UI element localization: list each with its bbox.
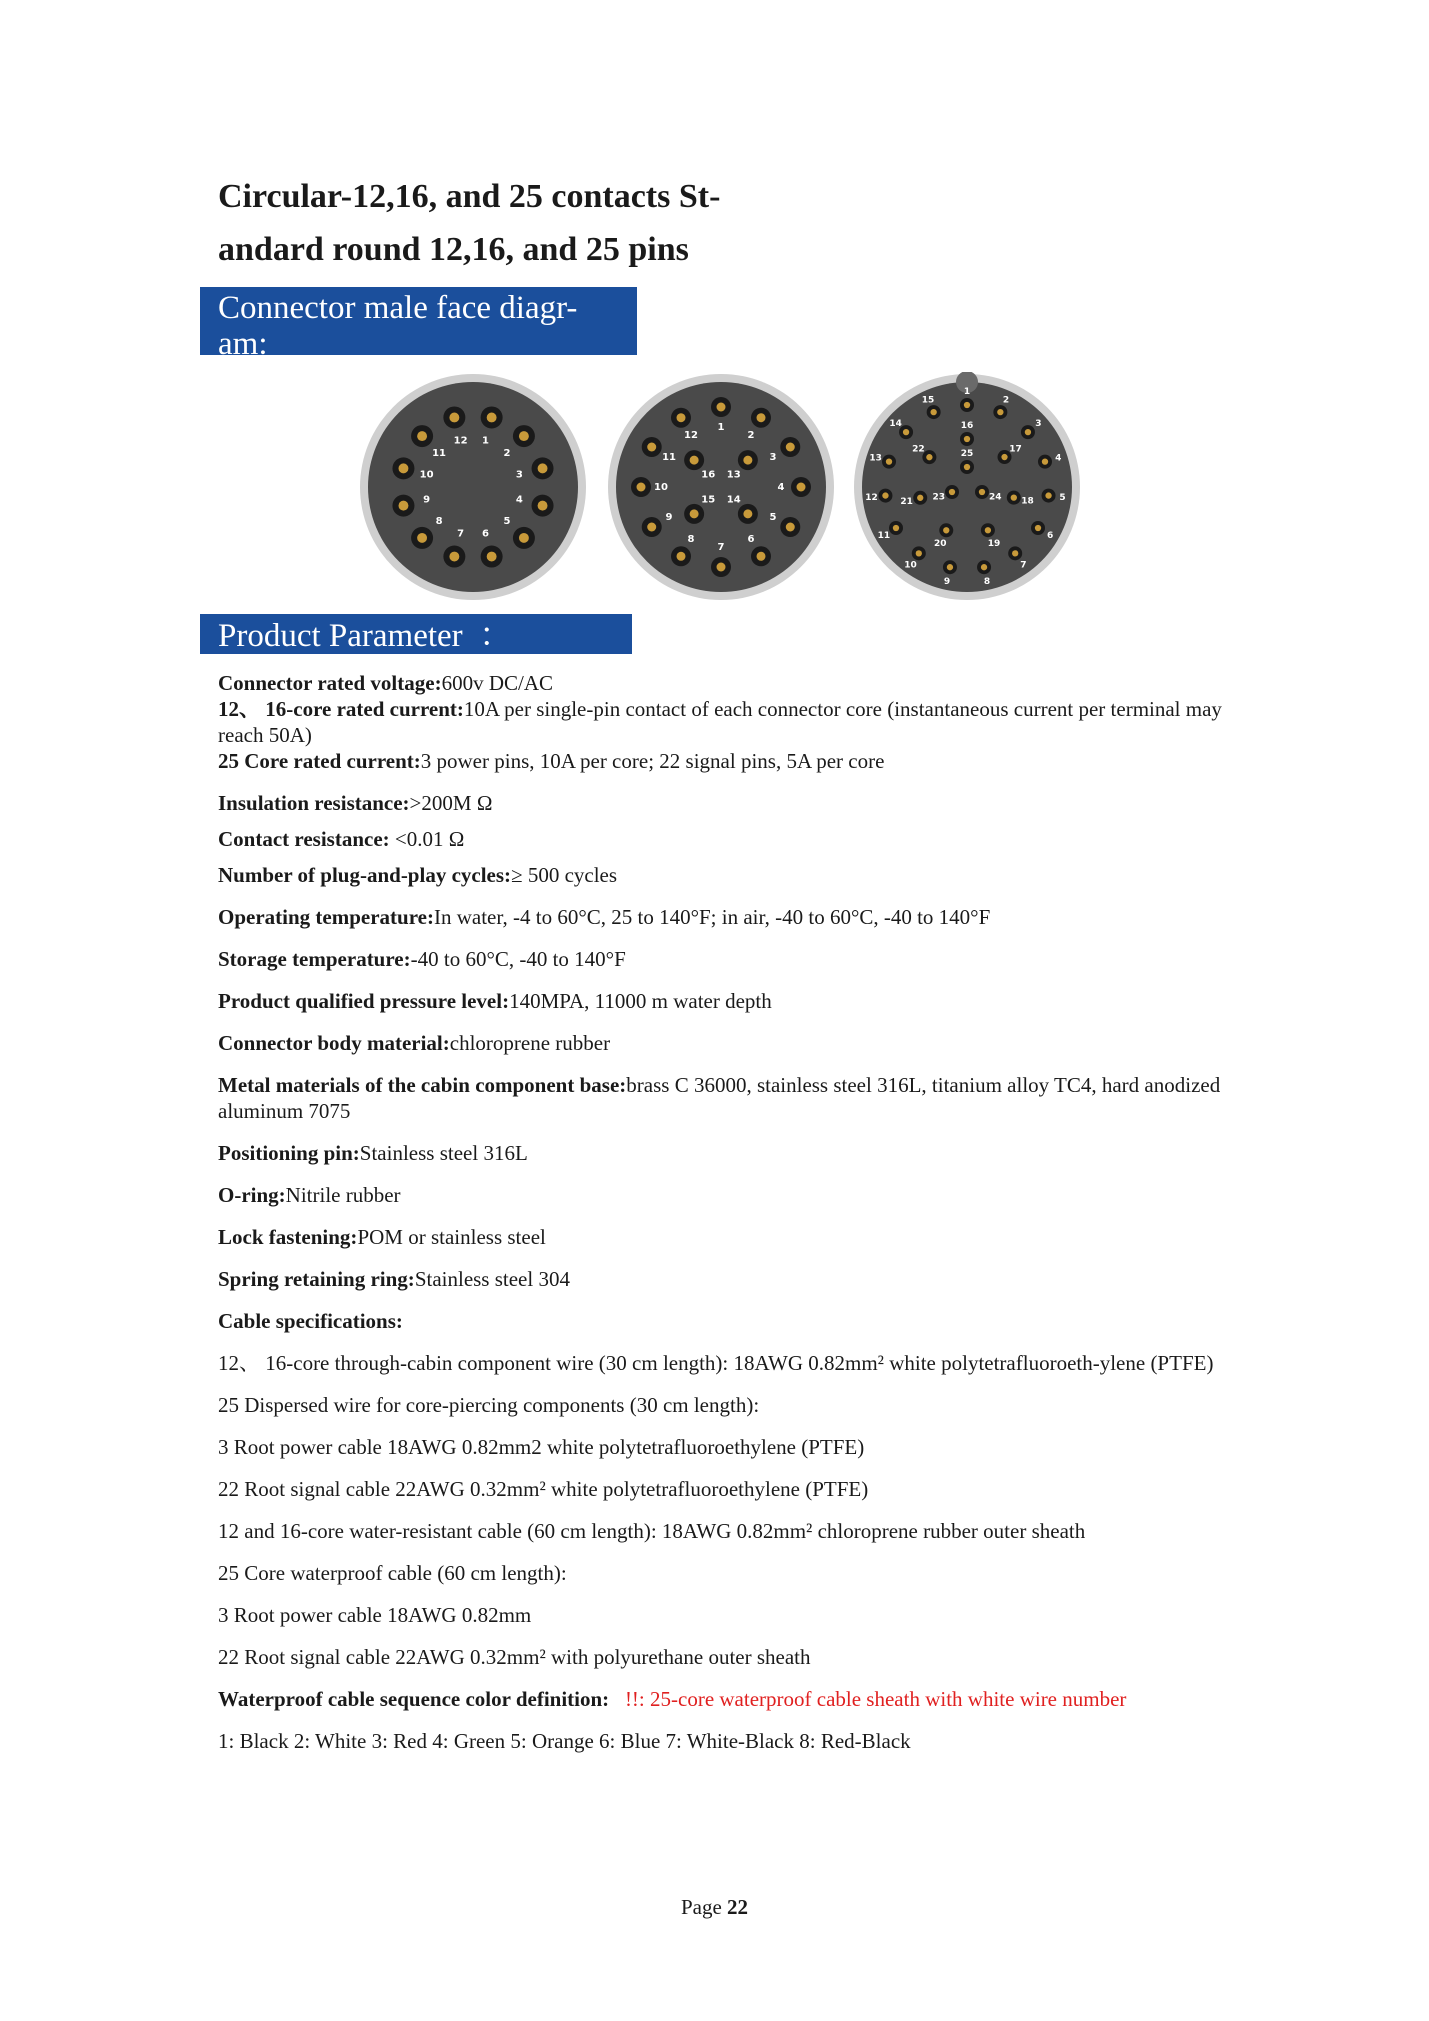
pin-contact [786,523,795,532]
pin-contact [997,409,1003,415]
param-spring-ring: Spring retaining ring:Stainless steel 304 [218,1267,570,1291]
pin-contact [487,552,497,562]
pin-label: 15 [921,395,935,406]
pin-contact [1045,492,1051,498]
pin-label: 25 [960,449,974,459]
pin-label: 21 [900,496,913,507]
pin-label: 1 [717,422,725,433]
pin-contact [690,456,699,465]
param-voltage: Connector rated voltage:600v DC/AC [218,671,553,695]
pin-label: 6 [481,528,489,540]
pin-label: 12 [865,493,878,504]
pin-contact [786,443,795,452]
pin-label: 4 [777,482,785,493]
param-o-ring: O-ring:Nitrile rubber [218,1183,401,1207]
cable-spec-item: 22 Root signal cable 22AWG 0.32mm² with polyurethane outer sheath [218,1645,811,1669]
pin-label: 4 [515,494,523,506]
pin-contact [487,413,497,423]
diagram-section-banner [200,287,637,362]
product-parameter-banner [200,614,632,654]
pin-label: 13 [726,469,741,481]
connector-12-pin-diagram [358,372,588,602]
diagram-section-title-line-1: Connector male face diagr- [218,290,578,326]
pin-contact [717,563,726,572]
product-parameter-title: Product Parameter ： [218,618,513,654]
pin-label: 11 [662,452,676,463]
pin-contact [964,464,970,470]
pin-label: 7 [1020,560,1027,571]
param-lock-fastening: Lock fastening:POM or stainless steel [218,1225,546,1249]
pin-label: 3 [1035,418,1042,429]
pin-label: 16 [960,421,974,431]
pin-contact [757,413,766,422]
pin-label: 5 [769,512,777,523]
pin-label: 8 [687,533,695,545]
pin-contact [757,552,766,561]
pin-contact [964,402,970,408]
pin-label: 11 [877,531,891,541]
page-title [218,170,778,276]
pin-contact [690,509,699,518]
pin-contact [647,443,656,452]
param-storage-temp: Storage temperature:-40 to 60°C, -40 to 140°F [218,947,626,971]
cable-spec-item: 22 Root signal cable 22AWG 0.32mm² white polytetrafluoroethylene (PTFE) [218,1477,869,1501]
pin-contact [979,489,985,495]
pin-label: 2 [1002,395,1010,406]
param-current-25: 25 Core rated current:3 power pins, 10A per core; 22 signal pins, 5A per core [218,749,885,773]
pin-label: 6 [1047,531,1054,541]
color-list: 1: Black 2: White 3: Red 4: Green 5: Orange 6: Blue 7: White-Black 8: Red-Black [218,1729,911,1753]
pin-label: 17 [1009,444,1022,455]
pin-contact [1035,525,1041,531]
pin-label: 7 [717,542,725,553]
title-line-1: Circular-12,16, and 25 contacts St- [218,178,721,215]
pin-label: 20 [933,538,947,549]
param-contact-resistance: Contact resistance: <0.01 Ω [218,827,465,851]
pin-label: 3 [515,469,523,481]
param-body-material: Connector body material:chloroprene rubber [218,1031,611,1055]
pin-contact [519,533,529,543]
cable-spec-item: 25 Dispersed wire for core-piercing components (30 cm length): [218,1393,760,1417]
pin-contact [449,552,459,562]
pin-contact [964,436,970,442]
pin-label: 2 [747,430,755,442]
pin-contact [519,431,529,441]
pin-contact [930,409,936,415]
pin-label: 9 [665,512,673,523]
connector-16-pin-diagram [606,372,836,602]
pin-label: 3 [769,452,777,463]
param-metal-materials: Metal materials of the cabin component base:brass C 36000, stainless steel 316L, titanium alloy TC4, hard anodized aluminum 7075 [218,1073,1221,1123]
param-pressure: Product qualified pressure level:140MPA, 11000 m water depth [218,989,772,1013]
pin-label: 16 [701,469,716,481]
pin-label: 10 [904,560,917,571]
pin-label: 10 [419,469,434,481]
pin-contact [449,413,459,423]
pin-contact [677,552,686,561]
pin-contact [417,533,427,543]
pin-label: 5 [503,515,511,527]
cable-spec-heading: Cable specifications: [218,1309,403,1333]
pin-label: 18 [1021,496,1034,507]
diagram-section-title-line-2: am: [218,326,268,362]
param-positioning-pin: Positioning pin:Stainless steel 316L [218,1141,528,1165]
pin-label: 1 [963,387,971,397]
pin-contact [647,523,656,532]
pin-label: 14 [889,418,902,429]
pin-label: 9 [423,494,431,506]
pin-contact [538,501,548,511]
cable-spec-item: 12 and 16-core water-resistant cable (60 cm length): 18AWG 0.82mm² chloroprene rubber outer sheath [218,1519,1086,1543]
pin-label: 22 [912,444,925,455]
pin-label: 19 [987,538,1001,549]
pin-contact [743,509,752,518]
pin-contact [1012,550,1018,556]
parameter-list [218,670,1248,1754]
pin-contact [917,495,923,501]
color-definition-note: !!: 25-core waterproof cable sheath with white wire number [624,1687,1127,1711]
cable-spec-item: 25 Core waterproof cable (60 cm length): [218,1561,567,1585]
pin-contact [1025,429,1031,435]
pin-label: 7 [457,528,465,540]
pin-contact [903,429,909,435]
param-cycles: Number of plug-and-play cycles:≥ 500 cycles [218,863,618,887]
pin-label: 9 [943,576,951,587]
pin-label: 6 [747,533,755,545]
pin-contact [926,454,932,460]
pin-contact [797,483,806,492]
pin-contact [947,564,953,570]
pin-contact [743,456,752,465]
param-insulation: Insulation resistance:>200M Ω [218,791,493,815]
pin-contact [399,463,409,473]
param-current-12-16: 12、 16-core rated current:10A per single-pin contact of each connector core (instantaneous current per terminal may reach 50A) [218,697,1222,747]
pin-contact [981,564,987,570]
pin-label: 8 [983,576,991,587]
pin-label: 1 [481,435,489,447]
pin-label: 13 [869,453,882,464]
pin-contact [417,431,427,441]
pin-label: 12 [453,435,468,447]
pin-contact [1011,494,1017,500]
pin-label: 24 [989,492,1002,503]
pin-label: 14 [726,494,741,506]
pin-label: 23 [932,492,945,503]
pin-contact [943,527,949,533]
pin-contact [1042,459,1048,465]
pin-label: 15 [701,494,716,506]
color-definition: Waterproof cable sequence color definition: !!: 25-core waterproof cable sheath with white wire number [218,1687,1127,1711]
cable-spec-item: 12、 16-core through-cabin component wire (30 cm length): 18AWG 0.82mm² white polytetrafluoroeth-ylene (PTFE) [218,1351,1214,1375]
pin-label: 5 [1059,493,1066,504]
pin-contact [677,413,686,422]
connector-25-pin-diagram [852,372,1082,602]
param-operating-temp: Operating temperature:In water, -4 to 60°C, 25 to 140°F; in air, -40 to 60°C, -40 to 140°F [218,905,991,929]
pin-label: 2 [503,448,511,460]
pin-label: 12 [684,430,698,442]
pin-contact [637,483,646,492]
pin-label: 4 [1055,453,1062,464]
page-number: 22 [727,1895,749,1919]
pin-contact [886,459,892,465]
pin-contact [985,527,991,533]
pin-label: 11 [432,448,447,460]
page-footer: Page 22 [680,1895,749,1919]
title-line-2: andard round 12,16, and 25 pins [218,231,689,268]
pin-contact [916,550,922,556]
cable-spec-item: 3 Root power cable 18AWG 0.82mm2 white polytetrafluoroethylene (PTFE) [218,1435,865,1459]
pin-contact [949,489,955,495]
pin-label: 8 [435,515,443,527]
pin-contact [538,463,548,473]
pin-contact [1001,454,1007,460]
pin-contact [893,525,899,531]
pin-contact [717,403,726,412]
pin-contact [882,492,888,498]
pin-label: 10 [654,482,668,493]
cable-spec-item: 3 Root power cable 18AWG 0.82mm [218,1603,532,1627]
pin-contact [399,501,409,511]
